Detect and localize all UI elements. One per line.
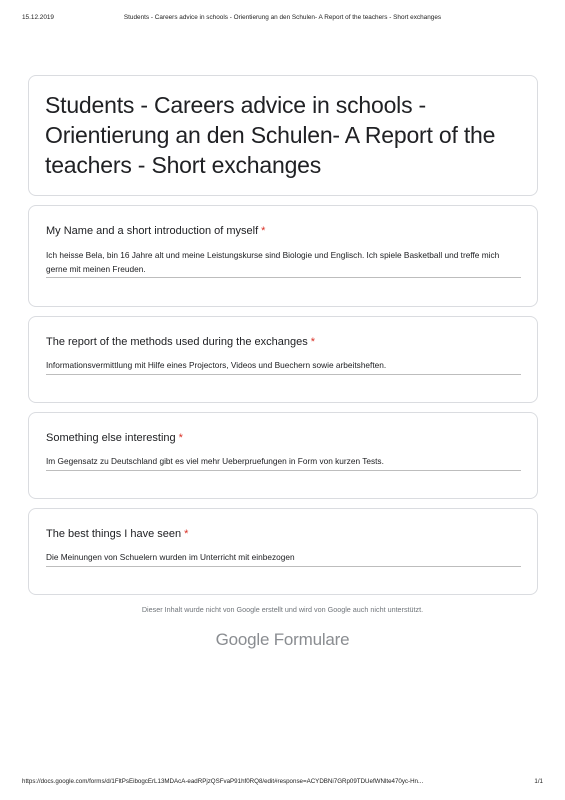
print-footer <box>22 778 543 788</box>
question-card <box>28 412 538 499</box>
question-text: The report of the methods used during the exchanges <box>46 336 308 348</box>
print-url: https://docs.google.com/forms/d/1FltPsEibogcErL13MDAcA-eadRPjzQSFvaP91hf0RQ8/edit#response=ACYDBNi7GRp09TDUefWNlte470yc-Hn... <box>22 778 424 785</box>
print-document-title: Students - Careers advice in schools - Orientierung an den Schulen- A Report of the teachers - Short exchanges <box>123 14 442 21</box>
print-header <box>22 14 543 24</box>
question-label <box>46 224 520 238</box>
required-asterisk: * <box>184 528 189 540</box>
answer-field[interactable]: Ich heisse Bela, bin 16 Jahre alt und meine Leistungskurse sind Biologie und Englisch. Ich spiele Basketball und treffe mich gerne mit meinen Freuden. <box>46 249 521 278</box>
answer-field[interactable]: Die Meinungen von Schuelern wurden im Unterricht mit einbezogen <box>46 551 521 567</box>
question-card <box>28 508 538 595</box>
required-asterisk: * <box>178 432 183 444</box>
form-title-card <box>28 75 538 196</box>
question-text: The best things I have seen <box>46 528 182 540</box>
question-text: My Name and a short introduction of myself <box>46 225 259 237</box>
forms-wordmark: Formulare <box>273 630 350 649</box>
google-forms-logo[interactable] <box>0 630 565 650</box>
question-text: Something else interesting <box>46 432 176 444</box>
answer-field[interactable]: Im Gegensatz zu Deutschland gibt es viel mehr Ueberpruefungen in Form von kurzen Tests. <box>46 455 521 471</box>
question-label <box>46 335 520 349</box>
required-asterisk: * <box>261 225 266 237</box>
form-title: Students - Careers advice in schools - Orientierung an den Schulen- A Report of the teachers - Short exchanges <box>45 92 496 178</box>
disclaimer-text: Dieser Inhalt wurde nicht von Google erstellt und wird von Google auch nicht unterstützt. <box>141 605 424 614</box>
required-asterisk: * <box>310 336 316 348</box>
question-card <box>28 205 538 307</box>
question-label <box>46 431 520 445</box>
print-date: 15.12.2019 <box>22 14 54 21</box>
google-wordmark: Google <box>215 630 270 649</box>
question-card <box>28 316 538 403</box>
answer-field[interactable]: Informationsvermittlung mit Hilfe eines Projectors, Videos und Buechern sowie arbeitsheften. <box>46 359 521 375</box>
question-label <box>46 527 520 541</box>
page-number: 1/1 <box>534 778 543 785</box>
